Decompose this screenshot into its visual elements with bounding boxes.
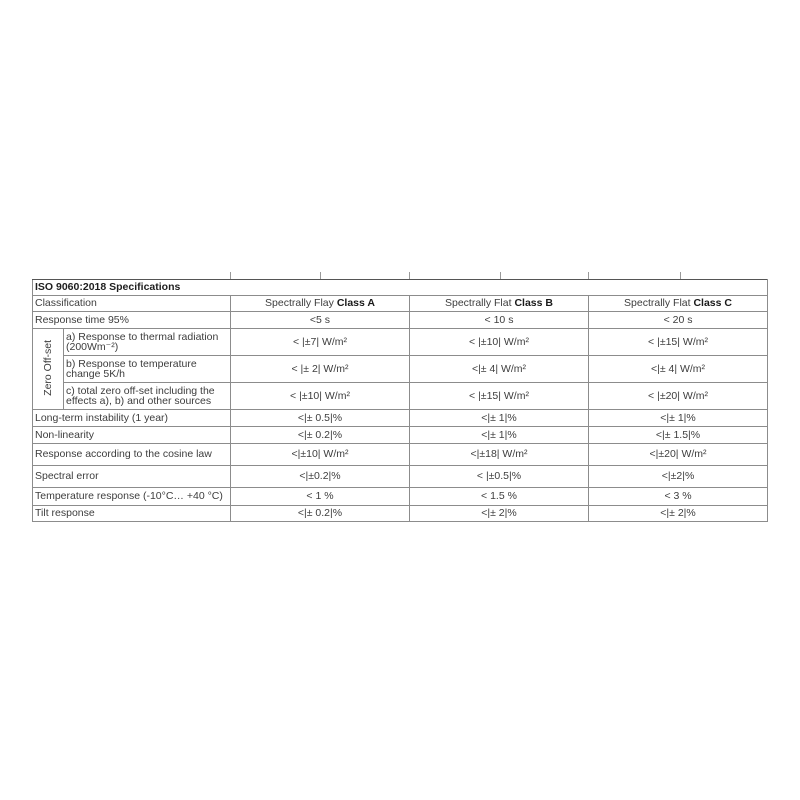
row-label: a) Response to thermal radiation (200Wm⁻²) [64,329,231,356]
class-c-value: < |±20| W/m² [589,383,768,410]
class-c-value: < 3 % [589,488,768,506]
cropped-border-tick [588,272,589,279]
table-row [33,356,768,383]
table-row [33,329,768,356]
class-b-value: < 10 s [410,312,589,329]
class-b-value: <|± 2|% [410,506,589,522]
cropped-border-tick [500,272,501,279]
class-b-value: < |±0.5|% [410,466,589,488]
class-prefix: Spectrally Flay [265,297,334,310]
class-a-value: <|±10| W/m² [231,444,410,466]
class-c-value: < |±15| W/m² [589,329,768,356]
class-b-value: <|±18| W/m² [410,444,589,466]
row-label: Non-linearity [33,427,231,444]
table-row [33,488,768,506]
class-name: Class A [336,297,375,310]
zero-offset-text: Zero Off-set [41,339,54,396]
cropped-border-tick [320,272,321,279]
row-label: Tilt response [33,506,231,522]
row-label: Response according to the cosine law [33,444,231,466]
class-b-value: <|± 1|% [410,427,589,444]
class-a-value: < |±10| W/m² [231,383,410,410]
class-c-value: <|± 4| W/m² [589,356,768,383]
spec-table [32,279,768,522]
table-title-row [33,280,768,296]
class-prefix: Spectrally Flat [445,297,512,310]
class-b-value: < 1.5 % [410,488,589,506]
table-row [33,383,768,410]
row-label: Long-term instability (1 year) [33,410,231,427]
class-c-value: <|± 1.5|% [589,427,768,444]
classification-row [33,296,768,312]
class-c-value: <|±20| W/m² [589,444,768,466]
class-b-value: < |±15| W/m² [410,383,589,410]
class-prefix: Spectrally Flat [624,297,691,310]
cropped-border-tick [409,272,410,279]
zero-offset-group-label [33,329,64,410]
cropped-border-tick [680,272,681,279]
table-row [33,427,768,444]
row-label: Classification [33,296,231,312]
class-c-header [589,296,768,312]
class-a-value: <5 s [231,312,410,329]
class-name: Class C [693,297,732,310]
class-a-value: < |±7| W/m² [231,329,410,356]
class-a-value: <|± 0.5|% [231,410,410,427]
class-a-value: <|±0.2|% [231,466,410,488]
row-label: Temperature response (-10°C… +40 °C) [33,488,231,506]
row-label: b) Response to temperature change 5K/h [64,356,231,383]
table-row [33,410,768,427]
row-label: Response time 95% [33,312,231,329]
class-a-value: <|± 0.2|% [231,427,410,444]
class-c-value: <|± 2|% [589,506,768,522]
class-c-value: <|±2|% [589,466,768,488]
class-b-value: < |±10| W/m² [410,329,589,356]
row-label: c) total zero off-set including the effects a), b) and other sources [64,383,231,410]
table-row [33,444,768,466]
table-title: ISO 9060:2018 Specifications [33,280,768,296]
class-a-header [231,296,410,312]
cropped-border-tick [230,272,231,279]
class-c-value: <|± 1|% [589,410,768,427]
table-row [33,312,768,329]
class-a-value: < |± 2| W/m² [231,356,410,383]
class-a-value: < 1 % [231,488,410,506]
class-a-value: <|± 0.2|% [231,506,410,522]
table-row [33,506,768,522]
class-b-header [410,296,589,312]
class-b-value: <|± 1|% [410,410,589,427]
class-c-value: < 20 s [589,312,768,329]
row-label: Spectral error [33,466,231,488]
table-row [33,466,768,488]
class-name: Class B [514,297,553,310]
class-b-value: <|± 4| W/m² [410,356,589,383]
